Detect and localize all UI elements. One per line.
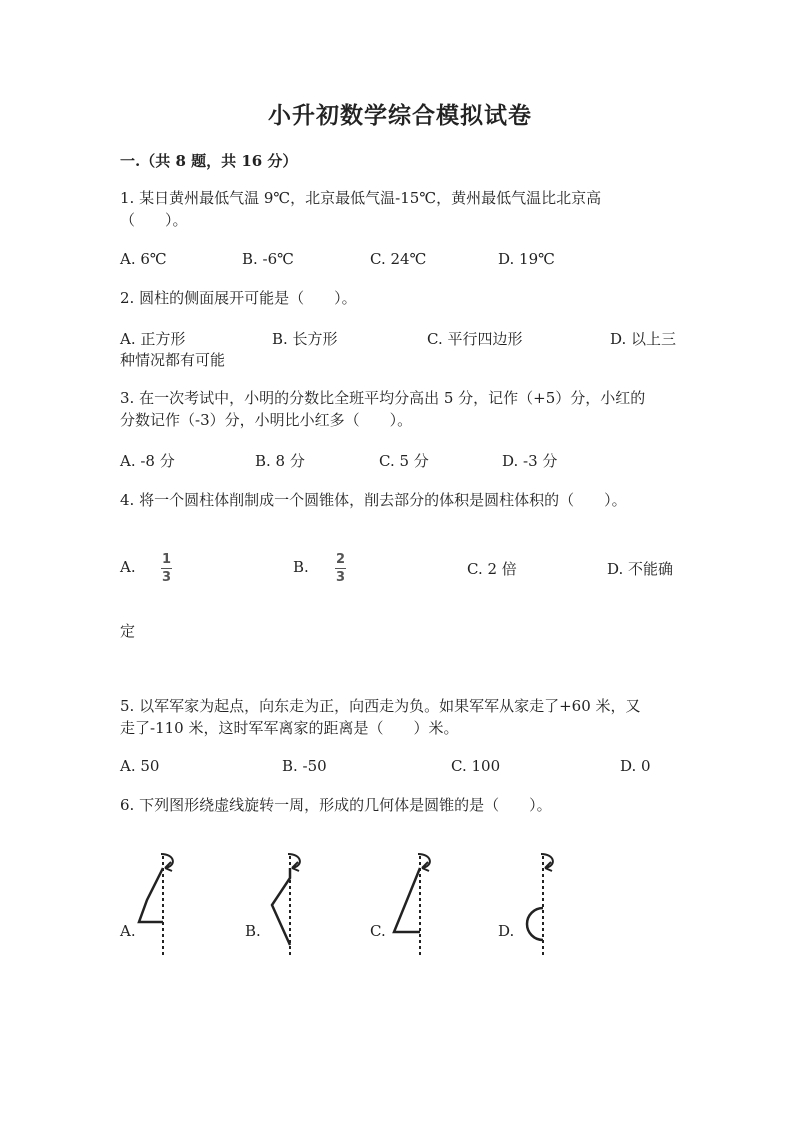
section-heading: 一.（共 8 题，共 16 分） (120, 152, 298, 170)
figure-d-rotation-shape (515, 850, 560, 960)
q2-option-d-continued: 种情况都有可能 (120, 351, 226, 369)
question-3-text-line2: 分数记作（-3）分，小明比小红多（ ）。 (120, 411, 413, 429)
q2-option-a: A. 正方形 (120, 330, 186, 348)
q1-option-b: B. -6℃ (242, 250, 294, 268)
q5-option-a: A. 50 (120, 757, 160, 775)
q1-option-d: D. 19℃ (498, 250, 555, 268)
question-5-text: 5. 以军军家为起点，向东走为正，向西走为负。如果军军从家走了+60 米，又 (120, 697, 641, 715)
q4-option-d: D. 不能确 (607, 560, 674, 578)
question-5-text-line2: 走了-110 米，这时军军离家的距离是（ ）米。 (120, 719, 459, 737)
q5-option-d: D. 0 (620, 757, 651, 775)
q5-option-b: B. -50 (282, 757, 327, 775)
question-3-text: 3. 在一次考试中，小明的分数比全班平均分高出 5 分，记作（+5）分，小红的 (120, 389, 646, 407)
q4-fraction-one-third: 1 3 (161, 552, 172, 585)
q4-option-c: C. 2 倍 (467, 560, 517, 578)
question-2-text: 2. 圆柱的侧面展开可能是（ ）。 (120, 289, 357, 307)
q4-option-d-continued: 定 (120, 622, 136, 640)
q2-option-c: C. 平行四边形 (427, 330, 523, 348)
figure-b-rotation-shape (262, 850, 307, 960)
q4-fraction-two-thirds: 2 3 (335, 552, 346, 585)
page-title: 小升初数学综合模拟试卷 (268, 102, 532, 129)
q2-option-b: B. 长方形 (272, 330, 338, 348)
q3-option-c: C. 5 分 (379, 452, 429, 470)
q4-option-b: B. (293, 558, 309, 576)
figure-a-rotation-shape (135, 850, 180, 960)
question-6-text: 6. 下列图形绕虚线旋转一周，形成的几何体是圆锥的是（ ）。 (120, 796, 552, 814)
q1-option-c: C. 24℃ (370, 250, 427, 268)
q6-option-d: D. (498, 922, 515, 940)
q3-option-b: B. 8 分 (255, 452, 305, 470)
q4-option-a: A. (120, 558, 136, 576)
q2-option-d: D. 以上三 (610, 330, 677, 348)
question-4-text: 4. 将一个圆柱体削制成一个圆锥体，削去部分的体积是圆柱体积的（ ）。 (120, 491, 627, 509)
q6-option-c: C. (370, 922, 386, 940)
q3-option-a: A. -8 分 (120, 452, 175, 470)
q3-option-d: D. -3 分 (502, 452, 558, 470)
q1-option-a: A. 6℃ (120, 250, 167, 268)
question-1-blank: （ ）。 (120, 211, 188, 229)
question-1-text: 1. 某日黄州最低气温 9℃，北京最低气温-15℃，黄州最低气温比北京高 (120, 189, 602, 207)
q6-option-b: B. (245, 922, 261, 940)
q5-option-c: C. 100 (451, 757, 501, 775)
figure-c-rotation-shape (392, 850, 437, 960)
q6-option-a: A. (120, 922, 136, 940)
